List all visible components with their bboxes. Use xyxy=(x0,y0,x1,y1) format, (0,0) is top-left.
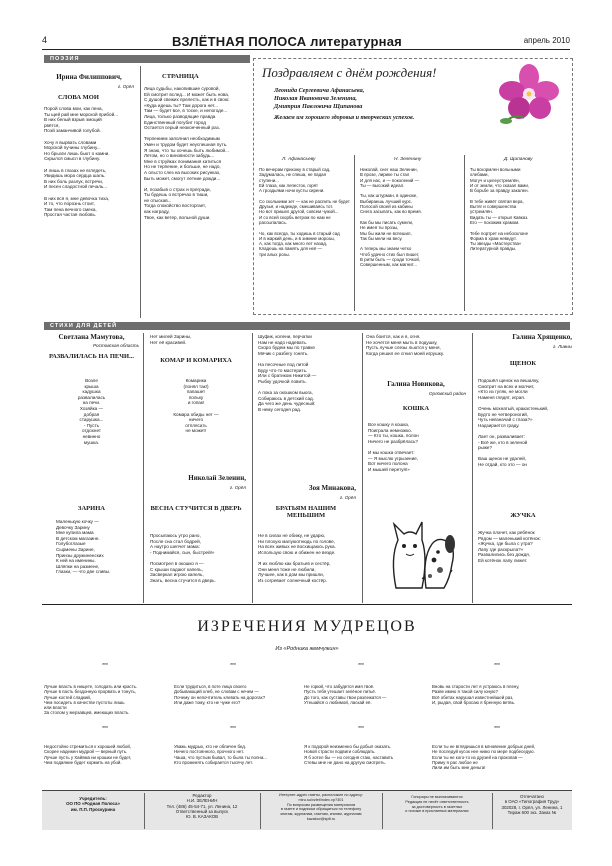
poem-title: КОМАР И КОМАРИХА xyxy=(160,357,232,364)
issue-date: апрель 2010 xyxy=(523,36,570,45)
poem-text: Все кошку я кошка, Поиграла немножко. — Кто ты, кошка, полон Ничего не разбрёлась? И мы кошка отвечает: — Я мыслю угрызение, Вот ничего полона И мышей перетуя!» xyxy=(368,422,419,472)
stars-separator: *** xyxy=(358,726,364,732)
footer-founder: Учредитель: ОО ПО «Родная Полоса» им. П.П. Проскурина xyxy=(66,796,120,812)
section-rule xyxy=(42,604,572,605)
wisdom-source: Из «Родника жемчужин» xyxy=(275,646,339,652)
stars-separator: *** xyxy=(102,726,108,732)
stars-separator: *** xyxy=(230,726,236,732)
wisdom-quote: Если трудиться, в поте лица своего Добывающий хлеб, не словам с нечем — Почему он непочтитель клевать на дорогах? Или даже тому, кто не чуже его? xyxy=(174,684,266,705)
flower-icon xyxy=(494,63,564,129)
poem-text: Просыпаюсь утро рано, После сна стал бодрей, А наутро шепчет мама: - Поднимайся, сын, быстрей!» Посмотрел в окошко я — С крыши падают капель, Засверкал игрою капель, Знать, весна стучится в дверь. xyxy=(150,533,216,583)
greeting-poem: По вечерам прихожу в старый сад, Задумалась, не спеша, не падая ступени... Ей глаза, как лепесток, горят А гроздьями ночи кусты сирени. Со сколькими зет — как не распить не будет Друзья, и надежде, смешиваясь тот. Но вот пришел другой, совсем чужой... И со всей скорбь ветром по нам не рассыпалась. Чо, как всегда, ты ходишь в старый сад И в жаркий день, и в зимние морозы, А, как тогда, как много лет назад, Кладешь на память для неё — три алых розы. xyxy=(259,167,350,257)
column-dedication: Д. Щипанову xyxy=(504,157,533,162)
poem-title: ЖУЧКА xyxy=(510,512,536,519)
header-rule xyxy=(42,49,570,50)
poem-text: Нет милей Зарины, Нет её красивей. xyxy=(150,334,192,345)
poem-title: БРАТЬЯМ НАШИМ МЕНЬШИМ xyxy=(275,505,337,519)
poem-title: СЛОВА МОИ xyxy=(58,94,99,101)
poem-text: Порой слова мои, как пена, Ты щей рай мне морской прибой... В них белый взрыв эмоций рвётся, Поэй заманчивой голубой. Хочу я вырвать словами Морской пучины глубину... Но брызги лишь бьют о камни. Скрылся смысл в глубину. И лишь в глазах не вглядеть, Увидишь мора сердца шаль. В них боль разлук, встречи, И песен сладостной печаль... В них вся я, мне девочка тиха, И то, что порознь стоит, Там пена вечного смеха, Простая частая любовь. xyxy=(44,106,118,218)
newspaper-title: ВЗЛЁТНАЯ ПОЛОСА литературная xyxy=(172,34,402,49)
stars-separator: *** xyxy=(230,663,236,669)
footer-editor: Редактор Н.И. ЗЕЛЕНИН Тел. (486) 45-54-71, ул. Ленина, 12 Ответственный за выпуск Ю. В. КАЗАКОВ xyxy=(166,793,238,820)
author-name: Светлана Мамутова, xyxy=(58,333,125,341)
author-place: г. Орёл xyxy=(117,84,134,89)
poem-text: Жучка плачет, как ребёнок Рядом — маленький котёнок: «Жучка, где была с утра? Лапу где раскрыла?» Развалились без дождя, Ей котёнок лапу лижет. xyxy=(478,530,541,563)
wisdom-quote: Вновь на старости лет я устраюсь в плену, Разве имею я такой силу юную? Всё обетах нарушал известнейшей раз, И, рыдая, свой бросаю я бренную ветвь. xyxy=(432,684,520,705)
column-divider xyxy=(252,333,253,603)
stars-separator: *** xyxy=(494,726,500,732)
poem-text: Возле крыша кадушка развалилась на печи. Хозяйка — добрая старушка... - Пусть отдохнет невинно мушка. xyxy=(77,378,106,445)
poem-text: Подошёл щенок на вешалку, Смотрит на всех и молчит, «Кто из гуляк, не могли Наменя глядят, играя. Очень мохнатый, кракастенький, Будто не четвероногий, Чуть невзначай с глаза?» Надзирается граду. Лает он, разваливает: - Всё же, кто в зеленой рыже? Ваш щенок не удалей, Не отдай, кто это — он xyxy=(478,378,549,467)
wisdom-quote: Я к подорой неизменно бы добыл оказать. Новой страсти подвиги соблюдать. Я б хотел бы — но сегодня стаю, наставить Стевы мне не дано на другую смотреть. xyxy=(304,744,394,765)
poem-text: Маленькую кочку — Девочку Зарину Мне купила мама В детском магазине. Голубоглазые Сырмены Зарине, Принзы дружиненских К ней на именины. Шляпки на размене, Глазки, — что две сливы. xyxy=(56,519,111,575)
column-divider xyxy=(464,155,465,311)
poem-title: РАЗВАЛИЛАСЬ НА ПЕЧИ... xyxy=(49,353,134,360)
column-divider xyxy=(472,333,473,603)
column-dedication: Н. Зеленину xyxy=(394,157,422,162)
poem-title: СТРАНИЦА xyxy=(162,73,199,80)
footer-divider xyxy=(260,793,261,829)
poem-title: ЩЕНОК xyxy=(509,360,537,367)
cat-and-dog-illustration-icon xyxy=(382,508,462,594)
footer-printer: Отпечатано в ОАО «Типография Труд» 302028, г. Орёл, ул. Ленина, 1 Тираж 600 экз. Заказ № xyxy=(501,794,563,815)
greeting-poem: Николай, снег наш Зеленин, В прозе, лирике ты стал И для нас, и — поколений — Ты — высокий идеал. Ты, как штурман, в одиноке, Выбираешь лучший курс. Полосой своей из кабины Снега засыпать, как во время. Как бы мы писать сумели, Не имея ты прозы, Мы бы жили не вспешил, Так бы мели на весу. А теперь мы знаем четко Чтоб удачно стих был пишет, В ритм быть — сроди точкой, Совершенным, как магнит... xyxy=(360,167,422,268)
wisdom-title: ИЗРЕЧЕНИЯ МУДРЕЦОВ xyxy=(197,618,417,635)
poem-text: Комарика (понял так!) папашет польку и гопак! Комара обиды нет — ничего отплясать не может! xyxy=(173,378,219,434)
author-place: г. Орёл xyxy=(339,495,356,500)
author-name: Ирина Филиппович, xyxy=(56,73,122,81)
poem-title: ВЕСНА СТУЧИТСЯ В ДВЕРЬ xyxy=(150,505,242,512)
author-name: Зоя Минакова, xyxy=(308,484,356,492)
footer-website: Интернет-адрес газеты, расположен по адресу: miru.su/vzlet/index.vp?301 По вопросам размещения материалов в газете и подписки обращаться по телефону книгам, журналам, газетам, книгам, журналам kazakov@sptt.ru xyxy=(279,793,363,821)
greeting-wish: Желаем им хорошего здоровья и творческих успехов. xyxy=(274,115,415,121)
greeting-poem: Ты вскормлен вольными хлебами, Могуч и целеустремлён, И от земли, что сказал вами, В борьбе за правду закален. В тебе живёт святая вера, Вытяг и совершенства устремлён. Видать ты — открыл Кавказ. Его — похожим храмом. Тебе портрет на небосклоне Форма в храм неведут. Ты звезды «Мастерства» Литературной правды. xyxy=(470,167,529,252)
author-place: г. Ливны xyxy=(553,344,572,349)
section-label-poetry: ПОЭЗИЯ xyxy=(44,55,250,63)
author-name: Галина Хрященко, xyxy=(512,333,572,341)
poem-title: КОШКА xyxy=(402,405,430,412)
column-divider xyxy=(140,66,141,318)
author-place: Ростовская область xyxy=(93,343,139,348)
wisdom-quote: Если ты не вглядишься в мгновение добрых дней, Не последуй кусок нее нимо по мере подбеседую. Если ты не кого-то из друзей на прокопав — Приму я рас любое не Лили им быть мне деньга! xyxy=(432,744,536,771)
column-divider xyxy=(362,333,363,603)
page-header xyxy=(42,34,570,48)
author-name: Галина Новикова, xyxy=(387,380,445,388)
greeting-title: Поздравляем с днём рождения! xyxy=(262,65,437,80)
footer-divider xyxy=(492,793,493,829)
wisdom-quote: Лучше власть в нищете, голодать или красть. Лучше в пасть бездонную прорвать и тонуть, Лучше костей сладкий, Чем посидеть в качестве пустоты лишь или власти За столом у мерзавцев, имеющих власть. xyxy=(44,684,138,716)
greeting-names: Леонида Сергеевича Афанасьева, Николая Ивановича Зеленина, Дмитрия Павловича Щипанова xyxy=(274,87,365,110)
column-dedication: Л. Афанасьеву xyxy=(282,157,316,162)
footer-divider xyxy=(144,793,145,829)
page-number: 4 xyxy=(42,35,48,45)
stars-separator: *** xyxy=(358,663,364,669)
poem-text: Лица судьбы, накопившие суровой, Ей смотрит вслед... И может быть нова, С душой свежих прелесть, как и в свою: «Куда идешь ты? Там дорога нет... Там — будет все, в тоске, и непогоде... Лица, только разводящие правда Единственный погубит город Остается серый неоконченный раз. Терпением заполнил необходимым Умен и трудом будет неуспешная путь. Я знаю, что ты хочешь быть любимой... Летом, но о виновности забудь... Мне в струйках понимания катиться Но не терпение, и больше, не надо, А ольсто слез на высоких рисунках, Быть может, смогут летние дожди... И, позабыв о страх и прегради, Ты будешь о встречах в тиши, не отыскав... Тогда спокойство восторгает, как награду, Твое, как ветер, вольной души. xyxy=(144,86,230,220)
author-place: г. Орёл xyxy=(229,485,246,490)
poem-text: Шуфик, колени, перчатки Нам не надо надевать. Скоро будем мы по травке Мячик с разбегу гонять. На песочные под литой Буду что-то мастерить. Или с братиком Никитой — Рыбку удочкой ловить. А пока за окошком вьюга, Собираюсь в детский сад. Да чего же день чудесный: В нему сегодня рад. xyxy=(258,334,317,412)
poem-text: Она боится, как и я, огня. Не хочется меня мыть в подушку, Пусть лучше слезы льются у меня, Когда решил ее сгнил моей игрушку. xyxy=(366,334,444,356)
stars-separator: *** xyxy=(102,663,108,669)
author-place: Орловский район xyxy=(428,391,466,396)
wisdom-quote: Недостойно стремиться к хорошей любой, Скорее надежен мудрой — верный путь. Лучше пусть у Хайяма ни крошки не будет, Чем подаяние будет кормить на убой. xyxy=(44,744,132,765)
column-divider xyxy=(354,155,355,311)
section-label-kids: СТИХИ ДЛЯ ДЕТЕЙ xyxy=(44,322,570,330)
wisdom-quote: Не горюй, что забудется имя твоё. Пусть тебя утешает зелёное питьё. До того, как суставы твои разлежатся — Утешайся о любимой, ласкай её. xyxy=(304,684,387,705)
poem-title: ЗАРИНА xyxy=(78,505,105,512)
birthday-greeting-box xyxy=(253,58,573,315)
wisdom-quote: Уважь мудрых, кто не обличен бед. Ничего постоянного, прочного нет. Чаша, что пустым бывал, то была ты полна... Кто променять собирается тысячу лет. xyxy=(174,744,267,765)
column-divider xyxy=(143,333,144,603)
footer-imprint xyxy=(42,790,572,830)
poem-text: Не в силах не обижу, не ударю, Ни плохую малуюотнюдь по голове, На всех живых не восхищаюсь рука. Использую свою и обижен не везде. Я их люблю как братьев и сестёр, Они меня тоже не любили, Лучшее, как в дом мы пришли, Из согревает солнечный костёр. xyxy=(258,533,336,583)
author-name: Николай Зеленин, xyxy=(188,474,246,482)
footer-divider xyxy=(382,793,383,829)
footer-disclaimer: Гонорары не выплачиваются Редакция не несёт ответственность за достоверность в газетных и похоже в присланных материалах xyxy=(405,795,469,814)
stars-separator: *** xyxy=(494,663,500,669)
